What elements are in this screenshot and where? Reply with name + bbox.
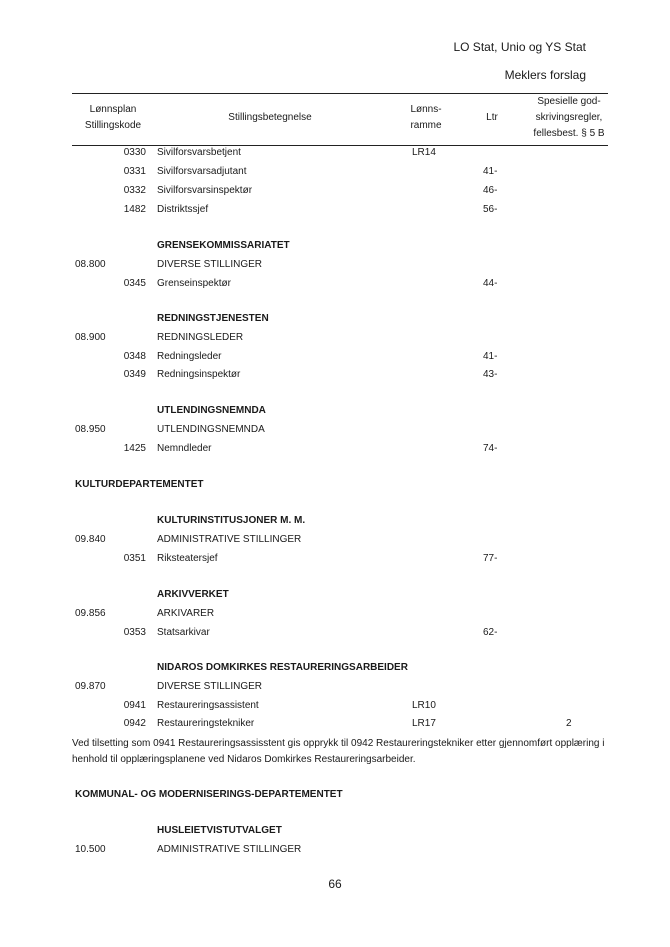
position-code: 1425 bbox=[123, 443, 146, 454]
ltr-value: 56- bbox=[483, 204, 498, 215]
ltr-value: 43- bbox=[483, 369, 498, 380]
position-code: 0331 bbox=[123, 166, 146, 177]
position-code: 0330 bbox=[123, 147, 146, 158]
footnote-text: Ved tilsetting som 0941 Restaureringsassisstent gis opprykk til 0942 Restaureringstekniker etter gjennomført opplæring i henhold til opplæringsplanene ved Nidaros Domkirkes Restaureringsarbeider. bbox=[72, 738, 605, 765]
document-header-subtitle: Meklers forslag bbox=[504, 68, 586, 82]
column-header-betegnelse: Stillingsbetegnelse bbox=[228, 112, 312, 123]
position-title: Riksteatersjef bbox=[157, 553, 218, 564]
salary-plan: 09.870 bbox=[75, 681, 106, 692]
section-heading: KULTURINSTITUSJONER M. M. bbox=[157, 515, 306, 526]
department-heading: KULTURDEPARTEMENTET bbox=[75, 479, 204, 490]
column-header-ramme bbox=[396, 102, 456, 134]
salary-plan: 08.900 bbox=[75, 332, 106, 343]
position-title: Grenseinspektør bbox=[157, 278, 231, 289]
position-title: Restaureringstekniker bbox=[157, 718, 255, 729]
section-heading: UTLENDINGSNEMNDA bbox=[157, 405, 266, 416]
column-header-line: Stillingskode bbox=[84, 120, 142, 131]
department-heading: KOMMUNAL- OG MODERNISERINGS-DEPARTEMENTET bbox=[75, 789, 343, 800]
ltr-value: 62- bbox=[483, 627, 498, 638]
salary-plan: 09.856 bbox=[75, 608, 106, 619]
position-code: 1482 bbox=[123, 204, 146, 215]
column-header-ltr: Ltr bbox=[486, 112, 498, 123]
position-group: DIVERSE STILLINGER bbox=[157, 681, 263, 692]
position-code: 0941 bbox=[123, 700, 146, 711]
document-header-title: LO Stat, Unio og YS Stat bbox=[453, 40, 586, 54]
position-code: 0348 bbox=[123, 351, 146, 362]
salary-frame: LR10 bbox=[412, 700, 436, 711]
section-heading: HUSLEIETVISTUTVALGET bbox=[157, 825, 282, 836]
ltr-value: 46- bbox=[483, 185, 498, 196]
salary-plan: 10.500 bbox=[75, 844, 106, 855]
column-header-line: Spesielle god- bbox=[537, 96, 601, 107]
position-title: Statsarkivar bbox=[157, 627, 210, 638]
ltr-value: 41- bbox=[483, 351, 498, 362]
column-header-line: Lønns- bbox=[410, 104, 442, 115]
salary-plan: 08.800 bbox=[75, 259, 106, 270]
salary-plan: 08.950 bbox=[75, 424, 106, 435]
position-title: Nemndleder bbox=[157, 443, 212, 454]
position-title: Sivilforsvarsinspektør bbox=[157, 185, 253, 196]
column-header-line: skrivingsregler, bbox=[535, 112, 603, 123]
ltr-value: 44- bbox=[483, 278, 498, 289]
section-heading: REDNINGSTJENESTEN bbox=[157, 313, 269, 324]
position-code: 0349 bbox=[123, 369, 146, 380]
ltr-value: 74- bbox=[483, 443, 498, 454]
column-header-line: ramme bbox=[410, 120, 442, 131]
position-code: 0942 bbox=[123, 718, 146, 729]
salary-frame: LR17 bbox=[412, 718, 436, 729]
position-code: 0332 bbox=[123, 185, 146, 196]
column-header-line: Lønnsplan bbox=[89, 104, 137, 115]
page-number: 66 bbox=[328, 877, 342, 891]
position-group: DIVERSE STILLINGER bbox=[157, 259, 263, 270]
position-group: UTLENDINGSNEMNDA bbox=[157, 424, 265, 435]
position-title: Distriktssjef bbox=[157, 204, 209, 215]
position-title: Restaureringsassistent bbox=[157, 700, 259, 711]
position-code: 0353 bbox=[123, 627, 146, 638]
section-heading: NIDAROS DOMKIRKES RESTAURERINGSARBEIDER bbox=[157, 662, 408, 673]
table-header-rule bbox=[72, 145, 608, 146]
column-header-lonnsplan bbox=[72, 102, 154, 134]
position-code: 0351 bbox=[123, 553, 146, 564]
salary-plan: 09.840 bbox=[75, 534, 106, 545]
section-heading: GRENSEKOMMISSARIATET bbox=[157, 240, 290, 251]
column-header-spesielle bbox=[524, 94, 614, 142]
salary-frame: LR14 bbox=[412, 147, 436, 158]
position-group: REDNINGSLEDER bbox=[157, 332, 244, 343]
position-group: ADMINISTRATIVE STILLINGER bbox=[157, 844, 302, 855]
position-title: Sivilforsvarsbetjent bbox=[157, 147, 241, 158]
position-title: Redningsinspektør bbox=[157, 369, 241, 380]
position-group: ARKIVARER bbox=[157, 608, 215, 619]
column-header-line: fellesbest. § 5 B bbox=[533, 128, 605, 139]
position-title: Sivilforsvarsadjutant bbox=[157, 166, 247, 177]
position-group: ADMINISTRATIVE STILLINGER bbox=[157, 534, 302, 545]
position-code: 0345 bbox=[123, 278, 146, 289]
ltr-value: 77- bbox=[483, 553, 498, 564]
section-heading: ARKIVVERKET bbox=[157, 589, 229, 600]
ltr-value: 41- bbox=[483, 166, 498, 177]
position-title: Redningsleder bbox=[157, 351, 222, 362]
special-rules-value: 2 bbox=[566, 718, 572, 729]
